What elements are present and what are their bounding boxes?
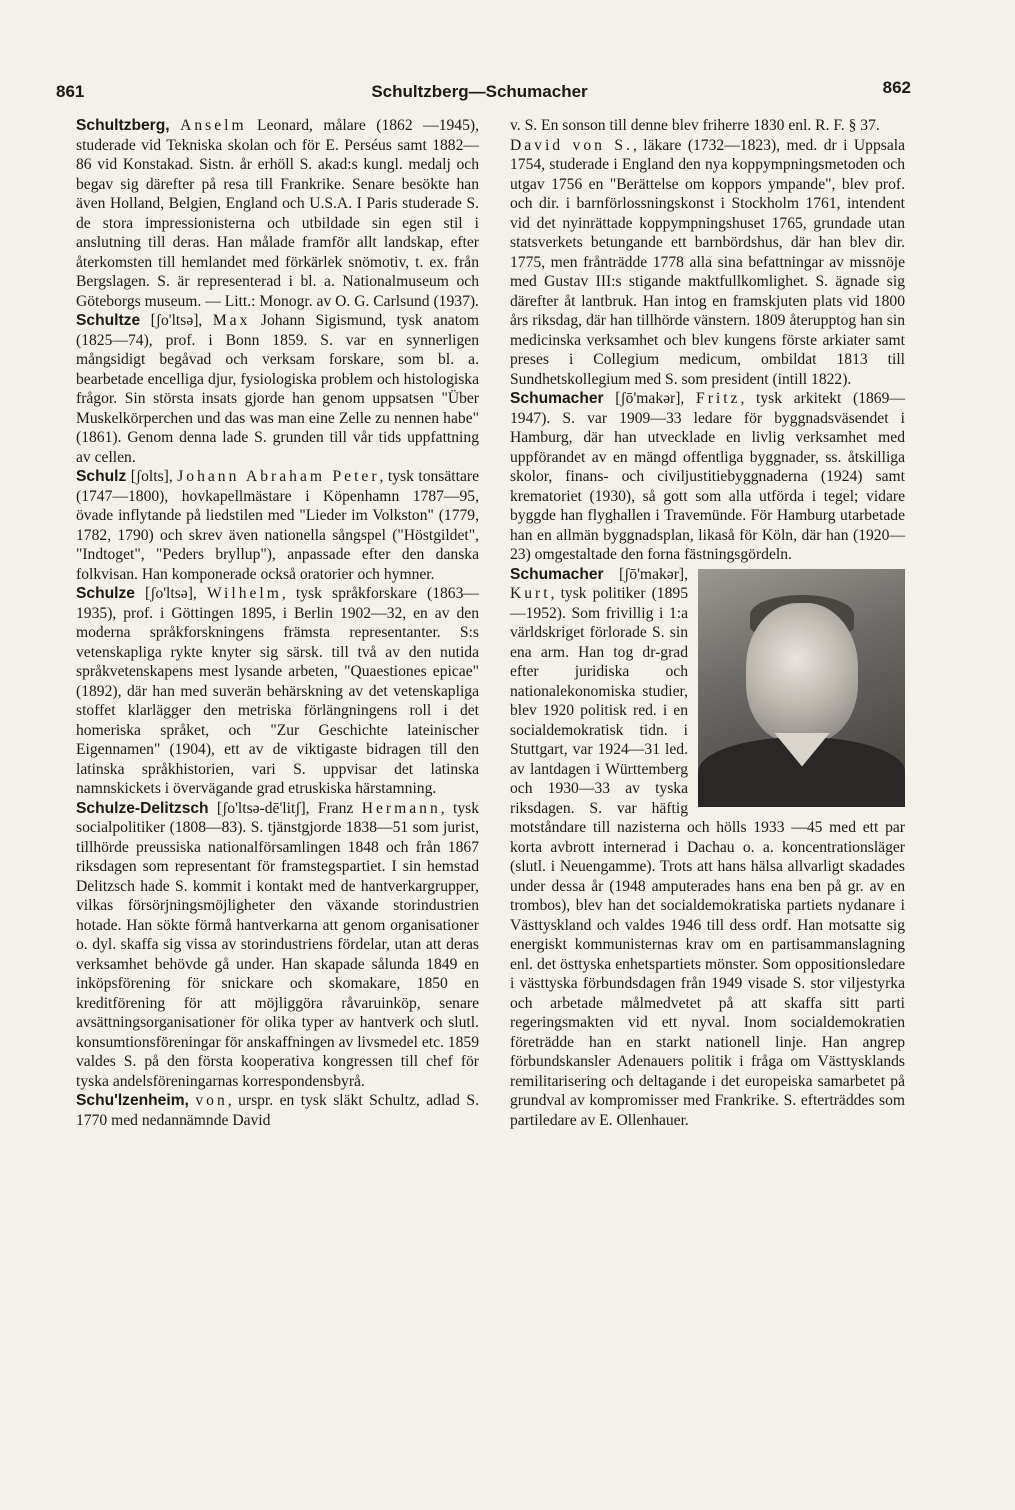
entry-headword: Schulze-Delitzsch	[76, 799, 209, 817]
entry-headword: Schulze	[76, 585, 135, 602]
entry-given-name: Anselm	[180, 117, 247, 134]
entry-text: , läkare (1732—1823), med. dr i Uppsala 1754, studerade i England den nya koppympningsmetoden och utgav 1756 en "Berättelse om koppors ympande", blev prof. och dir. i barnförlossningskonst i Stockholm 1761, intendent vid det nyinrättade koppympningshuset 1765, grundade utan statsverkets betungande ett barnbördshus, där han blev dir. 1775, men frånträdde 1778 alla sina befattningar av missnöje med Gustav III:s stigande maktfullkomlighet. S. ägnade sig därefter åt lantbruk. Han intog en framskjuten plats vid 1800 års riksdag, där han tillhörde vänstern. 1809 återupptog han sin medicinska verksamhet och blev kungens förste arkiater samt preses i Collegium medicum, ombildat 1813 till Sundhetskollegium med S. som president (intill 1822).	[510, 136, 905, 388]
entry-schulze-delitzsch	[76, 799, 479, 1092]
right-column	[510, 116, 905, 1130]
entry-headword: Schumacher	[510, 565, 604, 583]
entry-pronunciation: [ʃo'ltsə],	[134, 585, 207, 602]
entry-headword: Schumacher	[510, 390, 604, 407]
right-page-number: 862	[882, 78, 911, 97]
entry-given-name: David von S.	[510, 136, 633, 154]
entry-schulzenheim	[76, 1091, 479, 1130]
entry-given-name: Wilhelm	[206, 585, 282, 602]
entry-schultzberg	[76, 116, 479, 311]
entry-given-name: von	[195, 1092, 228, 1109]
entry-pronunciation: [ʃo'ltsə],	[140, 312, 213, 329]
entry-text: , tysk socialpolitiker (1808—83). S. tjänstgjorde 1838—51 som jurist, tillhörde preussiska nationalförsamlingen 1848 och från 1867 riksdagen som representant för framstegspartiet. I sin hemstad Delitzsch hade S. kommit i kontakt med de hantverkargrupper, vilkas försörjningsmöjligheter den växande storindustrien hotade. Han sökte förmå hantverkarna att genom organisationer o. dyl. skaffa sig vissa av storindustriens fördelar, utan att deras verksamhet behövde gå under. Han skapade sålunda 1849 en inköpsförening för snickare och skomakare, 1850 en kreditförening för att möjliggöra råvaruinköp, senare avsättningsorganisationer för olika typer av hantverk och slutl. konsumtionsföreningar för anskaffningen av livsmedel etc. 1859 valdes S. på den första kooperativa kongressen till chef för tyska andelsföreningarnas korrespondensbyrå.	[76, 799, 479, 1090]
entry-schulze	[76, 584, 479, 799]
portrait-photo	[698, 569, 905, 807]
entry-text: , urspr. en tysk släkt Schultz, adlad S. 1770 med nedannämnde David	[76, 1092, 479, 1129]
portrait-face	[746, 603, 858, 743]
entry-given-name: Max	[212, 312, 251, 329]
entry-schulz	[76, 467, 479, 584]
entry-text: , tysk arkitekt (1869—1947). S. var 1909—33 ledare för byggnadsväsendet i Hamburg, där han utvecklade en livlig verksamhet med uppförandet av en mängd offentliga byggnader, ss. åtskilliga skolor, finans- och civiljustitiebyggnaderna (1924) samt krematoriet (1930), så gott som alla utförda i tegel; vidare byggde han flyghallen i Travemünde. För Hamburg utarbetade han en allmän byggnadsplan, likaså för Köln, där han (1920—23) omgestaltade den forna fästningsgördeln.	[510, 390, 905, 563]
entry-pronunciation: [ʃō'makər],	[603, 390, 697, 407]
entry-schultze	[76, 311, 479, 467]
entry-pronunciation: [ʃolts],	[126, 468, 178, 485]
entry-david-von-s	[510, 136, 905, 390]
entry-text: , tysk tonsättare (1747—1800), hovkapellmästare i Köpenhamn 1787—95, övade inflytande på liedstilen med "Lieder im Volkston" (1779, 1782, 1790) och skrev även nationella sångspel ("Höstgildet", "Indtoget", "Peders bryllup"), anpassade efter den danska folkvisan. Han komponerade också oratorier och hymner.	[76, 468, 479, 583]
entry-given-name: Kurt	[510, 585, 551, 602]
entry-text: , tysk politiker (1895—1952). Som frivillig i 1:a världskriget förlorade S. sin ena arm. Han tog dr-grad efter juridiska och nationalekonomiska studier, blev 1920 politisk red. i en socialdemokratisk tidn. i Stuttgart, var 1924—31 led. av lantdagen i Württemberg och 1930—33 av tyska riksdagen. S. var häftig motståndare till nazisterna och hölls 1933 —45 med ett par korta avbrott internerad i Dachau o. a. koncentrationsläger (slutl. i Neuengamme). Trots att hans hälsa allvarligt skadades under dessa år (1948 amputerades hans ena ben på gr. av en trombos), blev han det socialdemokratiska partiets nydanare i Västtyskland och valdes 1946 till dess ordf. Han motsatte sig energiskt kommunisternas krav om en partisammanslagning enl. det östtyska enhetspartiets mönster. Som oppositionsledare i västtyska förbundsdagen från 1949 visade S. stor viljestyrka och arbetade målmedvetet på att skaffa sitt parti regeringsmakten vid ett nyval. Inom socialdemokratien företrädde han en starkt nationell linje. Han angrep förbundskansler Adenauers politik i fråga om Västtysklands remilitarisering och deltagande i det europeiska samarbetet på grundval av kompromisser med Frankrike. S. efterträddes som partiledare av E. Ollenhauer.	[510, 585, 905, 1129]
entry-schumacher-kurt	[510, 565, 905, 1131]
entry-text: Leonard, målare (1862 —1945), studerade vid Tekniska skolan och för E. Perséus samt 1882—86 vid Konstakad. Sistn. år erhöll S. akad:s kungl. medalj och begav sig därefter på resa till Frankrike. Senare besökte han även Holland, Belgien, England och U.S.A. I Paris studerade S. de stora impressionisterna och utbildade sin egen stil i anslutning till deras. Han målade framför allt landskap, efter återkomsten till hemlandet med förkärlek snömotiv, t. ex. från Bergslagen. S. är representerad i bl. a. Nationalmuseum och Göteborgs museum. — Litt.: Monogr. av O. G. Carlsund (1937).	[76, 117, 479, 310]
left-column	[76, 116, 479, 1130]
entry-pronunciation: [ʃo'ltsə-dē'litʃ], Franz	[208, 799, 362, 817]
entry-given-name: Hermann	[361, 799, 441, 817]
left-page-number: 861	[56, 82, 85, 101]
entry-text: Johann Sigismund, tysk anatom (1825—74), prof. i Bonn 1859. S. var en synnerligen mångsidigt begåvad och verksam forskare, som bl. a. bearbetade encelliga djur, fysiologiska problem och histologiska frågor. Sin största insats gjorde han genom uppsatsen "Über Muskelkörperchen und das was man eine Zelle zu nennen habe" (1861). Genom denna lade S. grunden till vår tids uppfattning av cellen.	[76, 312, 479, 466]
entry-pronunciation: [ʃō'makər],	[603, 565, 688, 583]
entry-text: , tysk språkforskare (1863—1935), prof. i Göttingen 1895, i Berlin 1902—32, en av den moderna språkforskningens främsta representanter. S:s vetenskapliga rykte knyter sig särsk. till två av den nutida språkvetenskapens mest lysande arbeten, "Quaestiones epicae" (1892), där han med suverän behärskning av det vetenskapliga stoffet klarlägger den metriska förlängningens roll i det homeriska språket, och "Zur Geschichte lateinischer Eigennamen" (1904), ett av de viktigaste bidragen till den latinska språkhistorien, vari S. uppvisar det latinska namnskickets i övervägande grad etruskiska härstamning.	[76, 585, 479, 797]
entry-headword: Schultzberg,	[76, 117, 170, 134]
entry-headword: Schultze	[76, 312, 141, 329]
entry-continuation: v. S. En sonson till denne blev friherre 1830 enl. R. F. § 37.	[510, 117, 880, 134]
page-header	[56, 78, 911, 106]
entry-headword: Schu'lzenheim,	[76, 1092, 189, 1109]
entry-given-name: Johann Abraham Peter	[177, 468, 380, 485]
running-title: Schultzberg—Schumacher	[371, 82, 588, 101]
entry-given-name: Fritz	[696, 390, 741, 407]
entry-schumacher-fritz	[510, 389, 905, 565]
entry-headword: Schulz	[76, 468, 127, 485]
